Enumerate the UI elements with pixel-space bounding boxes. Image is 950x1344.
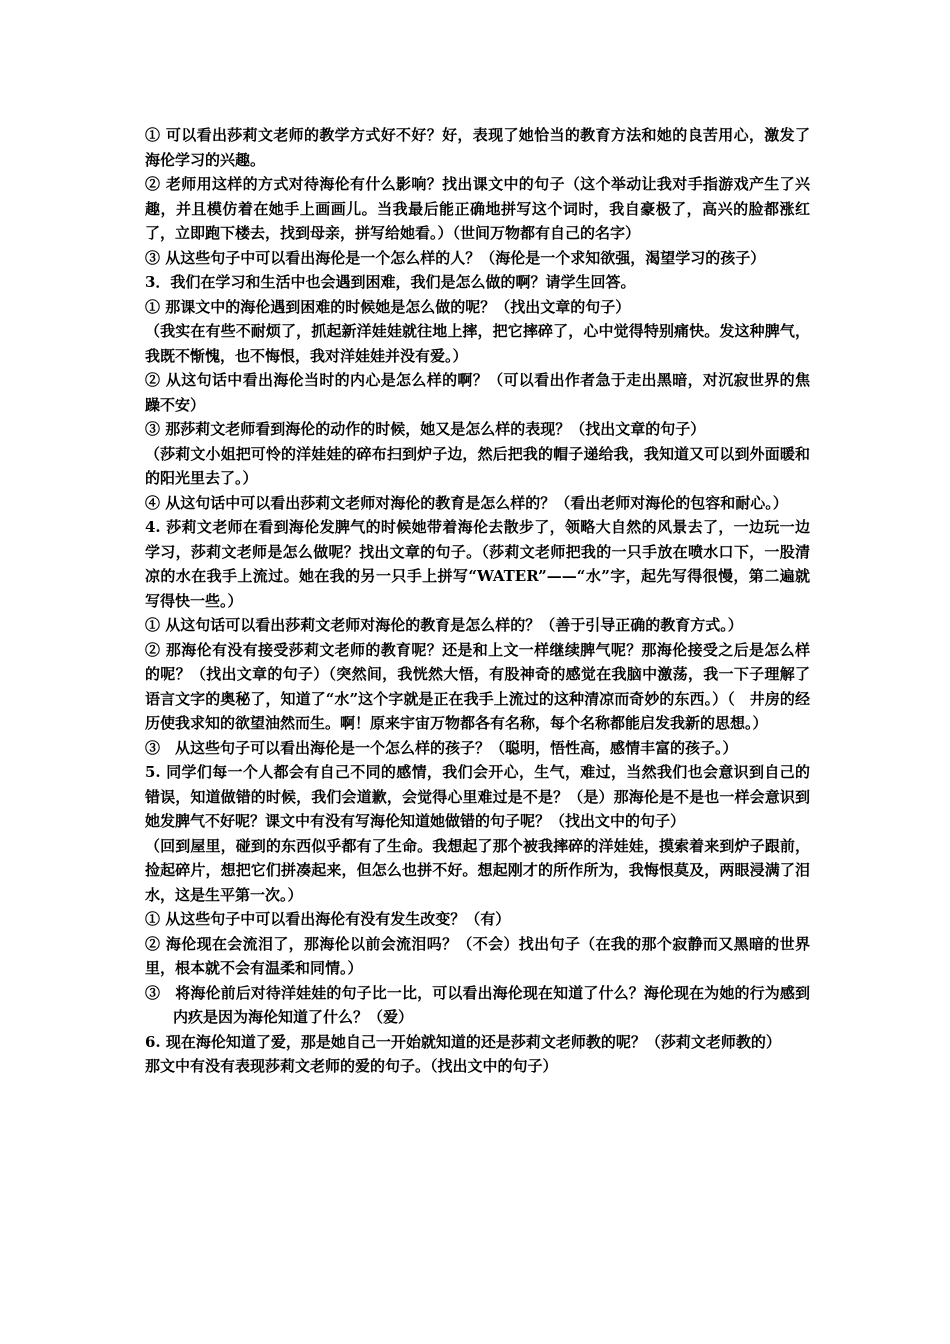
paragraph-8: ③ 那莎莉文老师看到海伦的动作的时候，她又是怎么样的表现？（找出文章的句子） — [145, 420, 706, 438]
question-4-heading: 4. 莎莉文老师在看到海伦发脾气的时候她带着海伦去散步了，领略大自然的风景去了，一边玩一边学习，莎莉文老师是怎么做呢？找出文章的句子。（莎莉文老师把我的一只手放在喷水口下，一股清凉的水在我手上流过。她在我的另一只手上拼写“WATER”——“水”字，起先写得很慢，第二遍就写得快一些。） — [145, 518, 810, 610]
question-3-heading: 3．我们在学习和生活中也会遇到困难，我们是怎么做的啊？请学生回答。 — [145, 273, 636, 291]
question-5-heading: 5. 同学们每一个人都会有自己不同的感情，我们会开心，生气，难过，当然我们也会意识到自己的错误，知道做错的时候，我们会道歉，会觉得心里难过是不是？（是）那海伦是不是也一样会意识到她发脾气不好呢？课文中有没有写海伦知道她做错的句子呢？（找出文中的句子） — [145, 763, 810, 830]
paragraph-2: ② 老师用这样的方式对待海伦有什么影响？找出课文中的句子（这个举动让我对手指游戏产生了兴趣，并且模仿着在她手上画画儿。当我最后能正确地拼写这个词时，我自豪极了，高兴的脸都涨红了，立即跑下楼去，找到母亲，拼写给她看。）（世间万物都有自己的名字） — [145, 175, 810, 242]
question-6-heading: 6. 现在海伦知道了爱，那是她自己一开始就知道的还是莎莉文老师教的呢？（莎莉文老师教的） — [145, 1032, 781, 1051]
paragraph-13: ② 那海伦有没有接受莎莉文老师的教育呢？还是和上文一样继续脾气呢？那海伦接受之后是怎么样的呢？（找出文章的句子）（突然间，我恍然大悟，有股神奇的感觉在我脑中激荡，我一下子理解了语言文字的奥秘了，知道了“水”这个字就是正在我手上流过的这种清凉而奇妙的东西。）（ 井房的经历使我求知的欲望油然而生。啊！原来宇宙万物都各有名称，每个名称都能启发我新的思想。） — [145, 640, 810, 732]
paragraph-10: ④ 从这句话中可以看出莎莉文老师对海伦的教育是怎么样的？（看出老师对海伦的包容和耐心。） — [145, 493, 788, 512]
paragraph-14: ③ 从这些句子可以看出海伦是一个怎么样的孩子？（聪明，悟性高，感情丰富的孩子。） — [145, 738, 738, 757]
quote-paragraph: （回到屋里，碰到的东西似乎都有了生命。我想起了那个被我摔碎的洋娃娃，摸索着来到炉子跟前，捡起碎片，想把它们拼凑起来，但怎么也拼不好。想起刚才的所作所为，我悔恨莫及，两眼浸满了泪水，这是生平第一次。） — [145, 836, 810, 904]
paragraph-5: ① 那课文中的海伦遇到困难的时候她是怎么做的呢？（找出文章的句子） — [145, 297, 631, 316]
paragraph-3: ③ 从这些句子中可以看出海伦是一个怎么样的人？（海伦是一个求知欲强，渴望学习的孩子） — [145, 248, 766, 267]
paragraph-18: ② 海伦现在会流泪了，那海伦以前会流泪吗？（不会）找出句子（在我的那个寂静而又黑暗的世界里，根本就不会有温柔和同情。） — [145, 934, 810, 977]
paragraph-1: ① 可以看出莎莉文老师的教学方式好不好？好，表现了她恰当的教育方法和她的良苦用心，激发了海伦学习的兴趣。 — [145, 126, 810, 169]
quote-paragraph: （莎莉文小姐把可怜的洋娃娃的碎布扫到炉子边，然后把我的帽子递给我，我知道又可以到外面暖和的阳光里去了。） — [145, 444, 810, 487]
paragraph-21: 那文中有没有表现莎莉文老师的爱的句子。（找出文中的句子） — [145, 1057, 558, 1075]
quote-paragraph: （我实在有些不耐烦了，抓起新洋娃娃就往地上摔，把它摔碎了，心中觉得特别痛快。发这种脾气，我既不惭愧，也不悔恨，我对洋娃娃并没有爱。） — [145, 322, 810, 365]
paragraph-12: ① 从这句话可以看出莎莉文老师对海伦的教育是怎么样的？（善于引导正确的教育方式。） — [145, 616, 743, 634]
paragraph-17: ① 从这些句子中可以看出海伦有没有发生改变？（有） — [145, 910, 511, 928]
document-body — [145, 123, 810, 1079]
paragraph-19: ③ 将海伦前后对待洋娃娃的句子比一比，可以看出海伦现在知道了什么？海伦现在为她的行为感到内疚是因为海伦知道了什么？（爱） — [145, 983, 810, 1026]
paragraph-7: ② 从这句话中看出海伦当时的内心是怎么样的啊？（可以看出作者急于走出黑暗，对沉寂世界的焦躁不安） — [145, 371, 810, 414]
